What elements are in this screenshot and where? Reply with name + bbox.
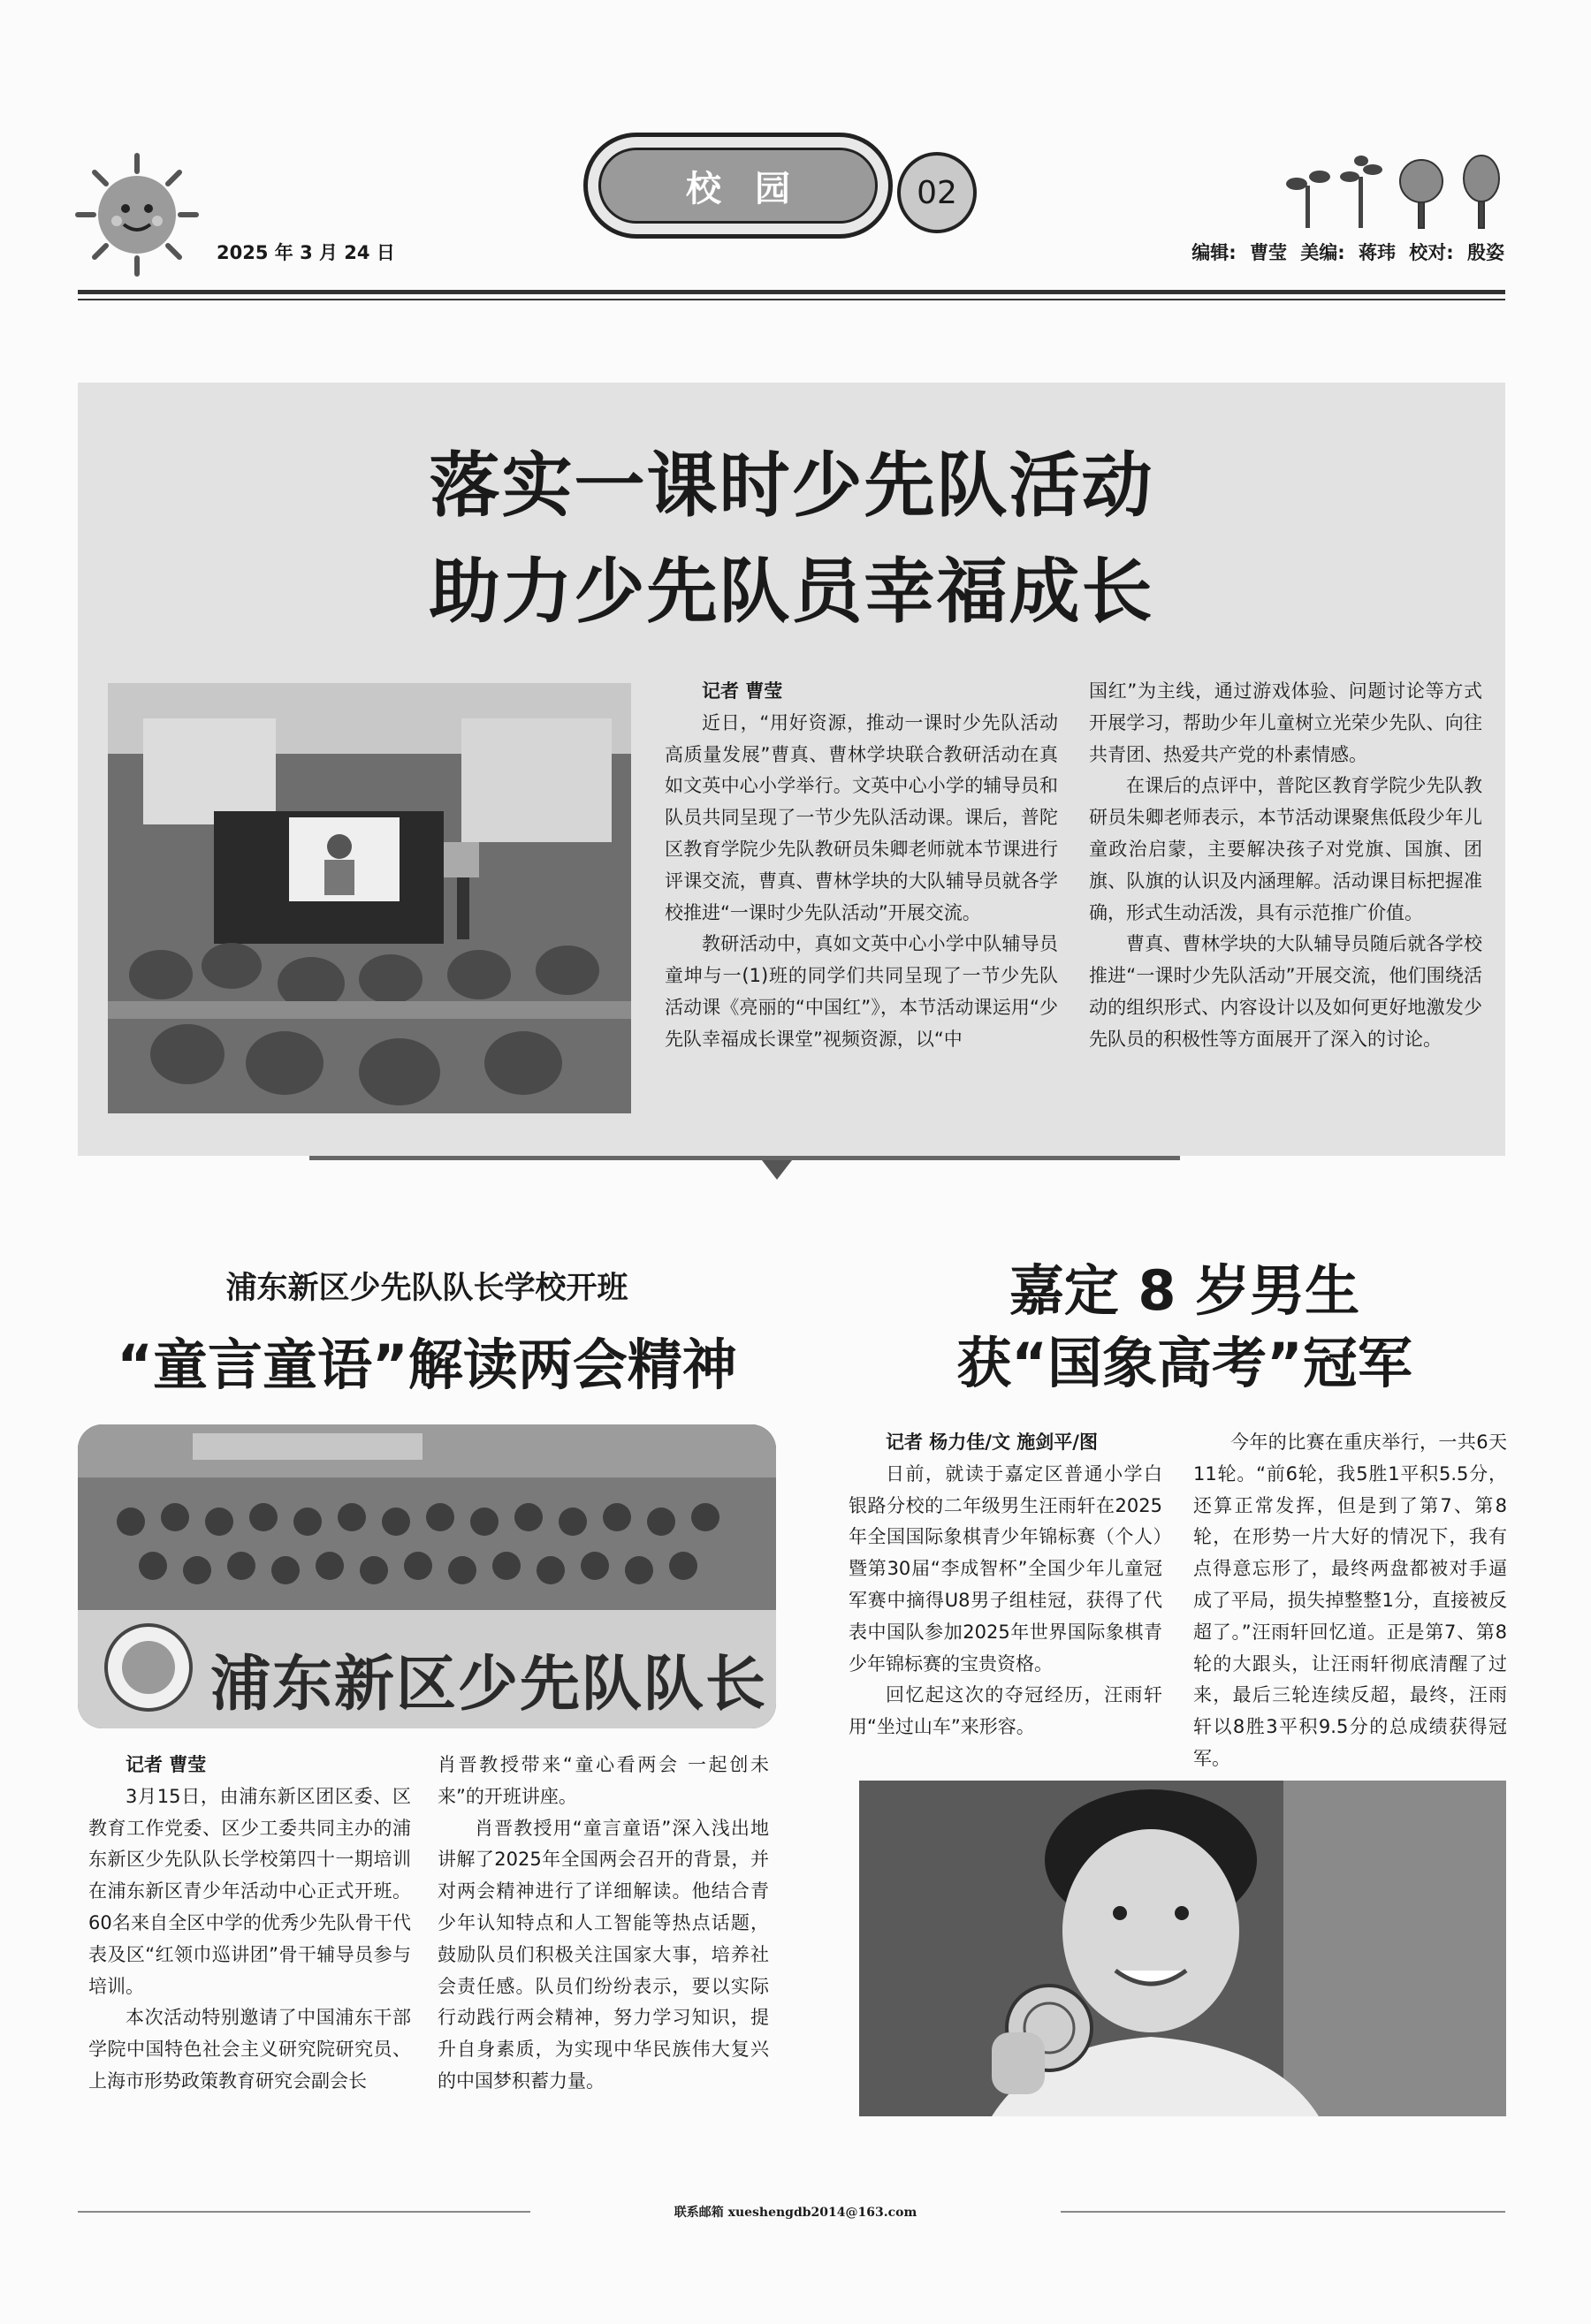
- paragraph: 回忆起这次的夺冠经历，汪雨轩用“坐过山车”来形容。: [849, 1684, 1162, 1738]
- feature-column-2: [1089, 676, 1482, 1056]
- editor-credits: 编辑: 曹莹 美编: 蒋玮 校对: 殷姿: [1191, 242, 1504, 263]
- paragraph: 近日，“用好资源，推动一课时少先队活动高质量发展”曹真、曹林学块联合教研活动在真如文英中心小学举行。文英中心小学的辅导员和队员共同呈现了一节少先队活动课。课后，普陀区教育学院少先队教研员朱卿老师就本节课进行评课交流，曹真、曹林学块的大队辅导员就各学校推进“一课时少先队活动”开展交流。: [665, 711, 1058, 923]
- feature-byline: 记者 曹莹: [702, 680, 783, 702]
- paragraph: 曹真、曹林学块的大队辅导员随后就各学校推进“一课时少先队活动”开展交流，他们围绕活动的组织形式、内容设计以及如何更好地激发少先队员的积极性等方面展开了深入的讨论。: [1089, 933, 1482, 1050]
- page-number: 02: [897, 152, 977, 233]
- divider-arrow-icon: [762, 1160, 792, 1180]
- feature-headline-line2: 助力少先队员幸福成长: [429, 551, 1154, 633]
- group-photo: [78, 1424, 776, 1728]
- left-story-title: “童言童语”解读两会精神: [117, 1333, 737, 1397]
- paragraph: 日前，就读于嘉定区普通小学白银路分校的二年级男生汪雨轩在2025年全国国际象棋青少年锦标赛（个人）暨第30届“李成智杯”全国少年儿童冠军赛中摘得U8男子组桂冠，获得了代表中国队参加2025年世界国际象棋青少年锦标赛的宝贵资格。: [849, 1462, 1162, 1675]
- paragraph: 本次活动特别邀请了中国浦东干部学院中国特色社会主义研究院研究员、上海市形势政策教育研究会副会长: [88, 2007, 411, 2092]
- paragraph: 3月15日，由浦东新区团区委、区教育工作党委、区少工委共同主办的浦东新区少先队队长学校第四十一期培训在浦东新区青少年活动中心正式开班。60名来自全区中学的优秀少先队骨干代表及区“红领巾巡讲团”骨干辅导员参与培训。: [88, 1785, 411, 1997]
- header-rule: [78, 290, 1505, 294]
- paragraph: 国红”为主线，通过游戏体验、问题讨论等方式开展学习，帮助少年儿童树立光荣少先队、向往共青团、热爱共产党的朴素情感。: [1089, 680, 1482, 765]
- left-story-byline: 记者 曹莹: [126, 1754, 207, 1775]
- right-story-column-1: [849, 1427, 1162, 1743]
- feature-headline: [78, 433, 1505, 645]
- header-rule-thin: [78, 299, 1505, 300]
- contact-email: 联系邮箱 xueshengdb2014@163.com: [530, 2203, 1061, 2221]
- divider-dots: [309, 1156, 362, 1160]
- trees-icon: [1286, 150, 1507, 230]
- paragraph: 今年的比赛在重庆举行，一共6天11轮。“前6轮，我5胜1平积5.5分，还算正常发挥，但是到了第7、第8轮，在形势一片大好的情况下，我有点得意忘形了，最终两盘都被对手逼成了平局，损失掉整整1分，直接被反超了。”汪雨轩回忆道。正是第7、第8轮的大跟头，让汪雨轩彻底清醒了过来，最后三轮连续反超，最终，汪雨轩以8胜3平积9.5分的总成绩获得冠军。: [1193, 1432, 1507, 1769]
- feature-headline-line1: 落实一课时少先队活动: [429, 444, 1154, 527]
- classroom-photo: [108, 683, 631, 1113]
- paragraph: 教研活动中，真如文英中心小学中队辅导员童坤与一(1)班的同学们共同呈现了一节少先队活动课《亮丽的“中国红”》，本节活动课运用“少先队幸福成长课堂”视频资源，以“中: [665, 933, 1058, 1050]
- divider-dots: [1127, 1156, 1180, 1160]
- sun-mascot-icon: [71, 148, 203, 281]
- section-divider: [309, 1156, 1180, 1160]
- section-name: 校园: [598, 148, 878, 224]
- banner-text: 浦东新区少先队队长: [210, 1650, 768, 1720]
- feature-column-1: [665, 676, 1058, 1056]
- right-story-title-line2: 获“国象高考”冠军: [956, 1331, 1412, 1395]
- paragraph: 肖晋教授带来“童心看两会 一起创未来”的开班讲座。: [438, 1754, 769, 1807]
- right-story-title-line1: 嘉定 8 岁男生: [1009, 1258, 1360, 1323]
- left-story-column-1: [88, 1750, 411, 2098]
- paragraph: 肖晋教授用“童言童语”深入浅出地讲解了2025年全国两会召开的背景，并对两会精神进行了详细解读。他结合青少年认知特点和人工智能等热点话题，鼓励队员们积极关注国家大事，培养社会责任感。队员们纷纷表示，要以实际行动践行两会精神，努力学习知识，提升自身素质，为实现中华民族伟大复兴的中国梦积蓄力量。: [438, 1817, 769, 2092]
- section-tab: [583, 133, 893, 239]
- paragraph: 在课后的点评中，普陀区教育学院少先队教研员朱卿老师表示，本节活动课聚焦低段少年儿童政治启蒙，主要解决孩子对党旗、国旗、团旗、队旗的认识及内涵理解。活动课目标把握准确，形式生动活泼，具有示范推广价值。: [1089, 775, 1482, 923]
- right-story-byline: 记者 杨力佳/文 施剑平/图: [886, 1432, 1098, 1453]
- right-story-title: [866, 1255, 1503, 1400]
- left-story-kicker: 浦东新区少先队队长学校开班: [225, 1270, 628, 1306]
- champion-photo: [859, 1781, 1506, 2116]
- right-story-column-2: [1193, 1427, 1507, 1775]
- left-story-column-2: [438, 1750, 769, 2098]
- issue-date: 2025 年 3 月 24 日: [217, 242, 395, 263]
